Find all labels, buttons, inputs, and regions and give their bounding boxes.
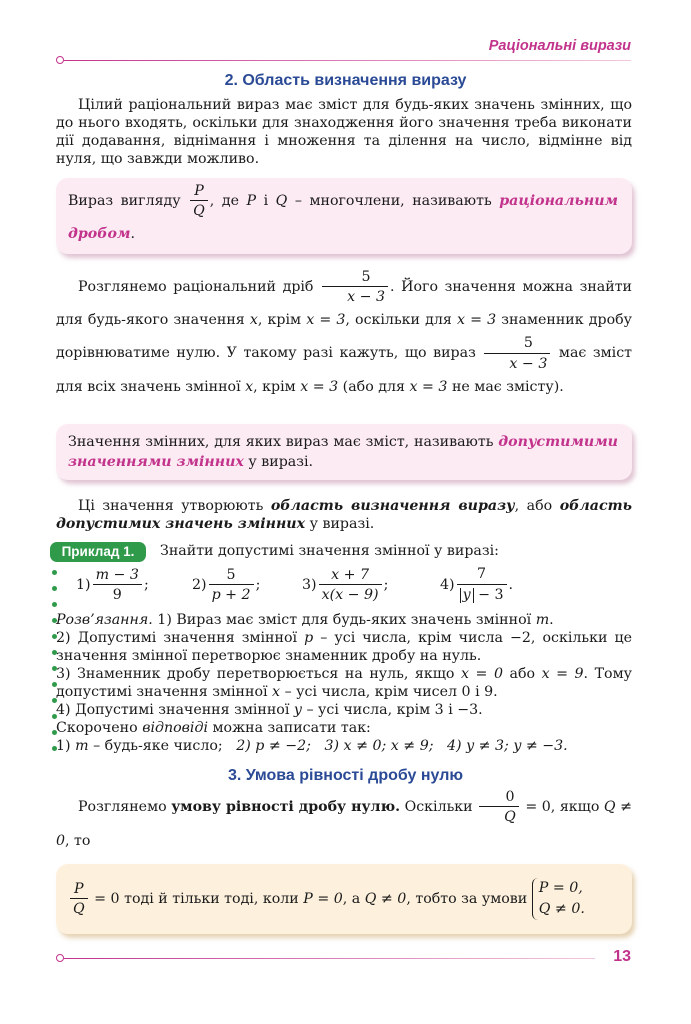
- fraction-5-over-x-minus-3: $\frac{5}{x - 3}$: [322, 270, 388, 304]
- section-title-domain: 2. Область визначення виразу: [224, 72, 467, 89]
- answers-line: 1) m – будь-яке число; 2) p ≠ −2; 3) x ≠ 0; x ≠ 9; 4) y ≠ 3; y ≠ −3.: [56, 738, 568, 754]
- domain-paragraph: Ці значення утворюють область визначення виразу, або область допустимих значень змінних у виразі.: [56, 498, 633, 532]
- definition-rational-fraction: [56, 178, 632, 254]
- example-item-2: 2) $\frac{5}{p + 2}$ ;: [192, 566, 261, 603]
- example-item-1: 1) $\frac{m - 3}{9}$ ;: [76, 566, 149, 603]
- term-zero-condition: умову рівності дробу нулю.: [171, 799, 401, 816]
- definition-admissible-values: [56, 424, 632, 480]
- fraction-0-over-q: $\frac{0}{Q}$: [479, 790, 519, 824]
- example-task: Знайти допустимі значення змінної у виразі:: [160, 543, 499, 559]
- example-item-4: 4) $\frac{7}{y - 3}$ .: [440, 566, 514, 603]
- fraction-p-over-q: $\frac{P}{Q}$: [190, 184, 208, 218]
- example-fraction-paragraph: Розглянемо раціональний дріб $\frac{5}{x - 3}$ . Його значення можна знайти для будь-якого значення x, крім x = 3, оскільки для x = 3 знаменник дробу дорівнюватиме нулю. У такому разі кажуть, що вираз $\frac{5}{x - 3}$ має зміст для всіх значень змінної x, крім x = 3 (або для x = 3 не має змісту).: [56, 269, 633, 395]
- intro-text: Цілий раціональний вираз має зміст для будь-яких значень змінних, що до нього входять, оскільки для знаходження його значення треба виконати дії додавання, віднімання і множення та ділення на число, відмінне від нуля, що завжди можливо.: [56, 97, 632, 167]
- definition-admissible-text: Значення змінних, для яких вираз має зміст, називають допустимими значеннями змінних у виразі.: [68, 434, 618, 470]
- example-expressions: [56, 563, 632, 607]
- example-badge: Приклад 1.: [50, 542, 146, 562]
- example-item-3: 3) $\frac{x + 7}{x(x - 9)}$ ;: [302, 566, 389, 603]
- term-domain-of-expression: область визначення виразу: [270, 498, 515, 514]
- zero-condition-box: [56, 864, 632, 934]
- system-brace: P = 0, Q ≠ 0.: [532, 878, 585, 920]
- header-title: Раціональні вирази: [488, 38, 631, 54]
- solution-label: Розв’язання.: [56, 612, 153, 628]
- footer-rule: [64, 958, 595, 959]
- header-rule: [64, 60, 631, 61]
- section-title-zero-condition: 3. Умова рівності дробу нулю: [227, 767, 464, 784]
- intro-paragraph: [56, 96, 632, 168]
- definition-text: Вираз вигляду $\frac{P}{Q}$ , де P і Q – многочлени, називають раціональним дробом.: [68, 183, 619, 243]
- fraction-p-over-q-box: $\frac{P}{Q}$: [70, 882, 88, 916]
- term-admissible-values: допустимими значеннями змінних: [68, 434, 618, 470]
- fraction-5-over-x-minus-3-second: $\frac{5}{x - 3}$: [484, 336, 550, 370]
- example-solution: Розв’язання. 1) Вираз має зміст для будь-яких значень змінної m. 2) Допустимі значення змінної p – усі числа, крім числа −2, оскільки це значення змінної перетворює знаменник дробу на нуль. 3) Знаменник дробу перетворюється на нуль, якщо x = 0 або x = 9. Тому допустимі значення змінної x – усі числа, крім чисел 0 і 9. 4) Допустимі значення змінної y – усі числа, крім 3 і −3. Скорочено відповіді можна записати так: 1) m – будь-яке число; 2) p ≠ −2; 3) x ≠ 0; x ≠ 9; 4) y ≠ 3; y ≠ −3.: [56, 612, 632, 754]
- zero-condition-paragraph: Розглянемо умову рівності дробу нулю. Оскільки $\frac{0}{Q}$ = 0, якщо Q ≠ 0, то: [56, 789, 632, 850]
- page-number: 13: [613, 948, 631, 965]
- term-rational-fraction: раціональним дробом: [68, 193, 619, 243]
- zero-condition-text: $\frac{P}{Q}$ = 0 тоді й тільки тоді, коли P = 0, а Q ≠ 0, тобто за умови P = 0, Q ≠ 0.: [68, 878, 585, 920]
- header-rule-marker: [56, 56, 64, 64]
- footer-rule-marker: [56, 954, 64, 962]
- term-admissible-domain: область допустимих значень змінних: [56, 498, 633, 532]
